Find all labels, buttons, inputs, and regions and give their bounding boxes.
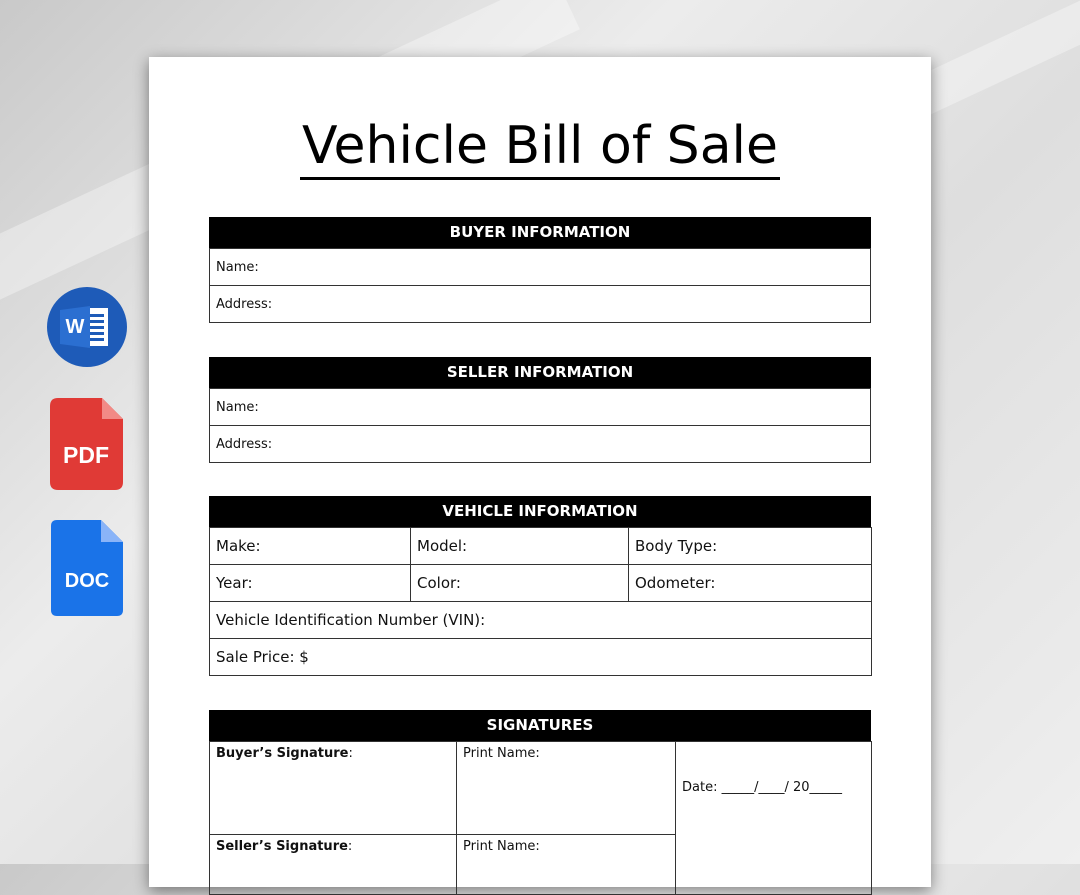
model-field[interactable]: Model: (411, 528, 629, 565)
date-label: Date: _____/____/ 20_____ (682, 780, 843, 795)
vehicle-section (209, 496, 871, 676)
vin-field[interactable]: Vehicle Identification Number (VIN): (210, 602, 872, 639)
seller-signature-label: Seller’s Signature (216, 839, 348, 854)
seller-name-field[interactable]: Name: (210, 389, 871, 426)
buyer-heading: BUYER INFORMATION (209, 217, 871, 248)
odometer-field[interactable]: Odometer: (629, 565, 872, 602)
buyer-signature-field[interactable] (210, 742, 457, 835)
year-field[interactable]: Year: (210, 565, 411, 602)
seller-signature-field[interactable] (210, 835, 457, 895)
seller-signature-colon: : (347, 839, 353, 854)
buyer-address-field[interactable]: Address: (210, 286, 871, 323)
signatures-heading: SIGNATURES (209, 710, 871, 741)
buyer-signature-label: Buyer’s Signature (216, 746, 349, 761)
sale-price-field[interactable]: Sale Price: $ (210, 639, 872, 676)
word-icon (46, 286, 128, 368)
vehicle-heading: VEHICLE INFORMATION (209, 496, 871, 527)
buyer-signature-colon: : (348, 746, 353, 761)
make-field[interactable]: Make: (210, 528, 411, 565)
buyer-section (209, 217, 871, 323)
signatures-section (209, 710, 871, 895)
doc-icon (51, 520, 123, 616)
seller-heading: SELLER INFORMATION (209, 357, 871, 388)
svg-text:DOC: DOC (64, 570, 110, 592)
svg-text:PDF: PDF (63, 442, 109, 468)
date-field[interactable] (676, 742, 872, 895)
document-page (149, 57, 931, 887)
seller-section (209, 357, 871, 463)
pdf-icon (50, 398, 124, 490)
seller-address-field[interactable]: Address: (210, 426, 871, 463)
svg-text:W: W (65, 316, 85, 338)
buyer-print-name-field[interactable]: Print Name: (457, 742, 676, 835)
color-field[interactable]: Color: (411, 565, 629, 602)
document-title: Vehicle Bill of Sale (300, 115, 780, 180)
body-type-field[interactable]: Body Type: (629, 528, 872, 565)
seller-print-name-field[interactable]: Print Name: (457, 835, 676, 895)
buyer-name-field[interactable]: Name: (210, 249, 871, 286)
